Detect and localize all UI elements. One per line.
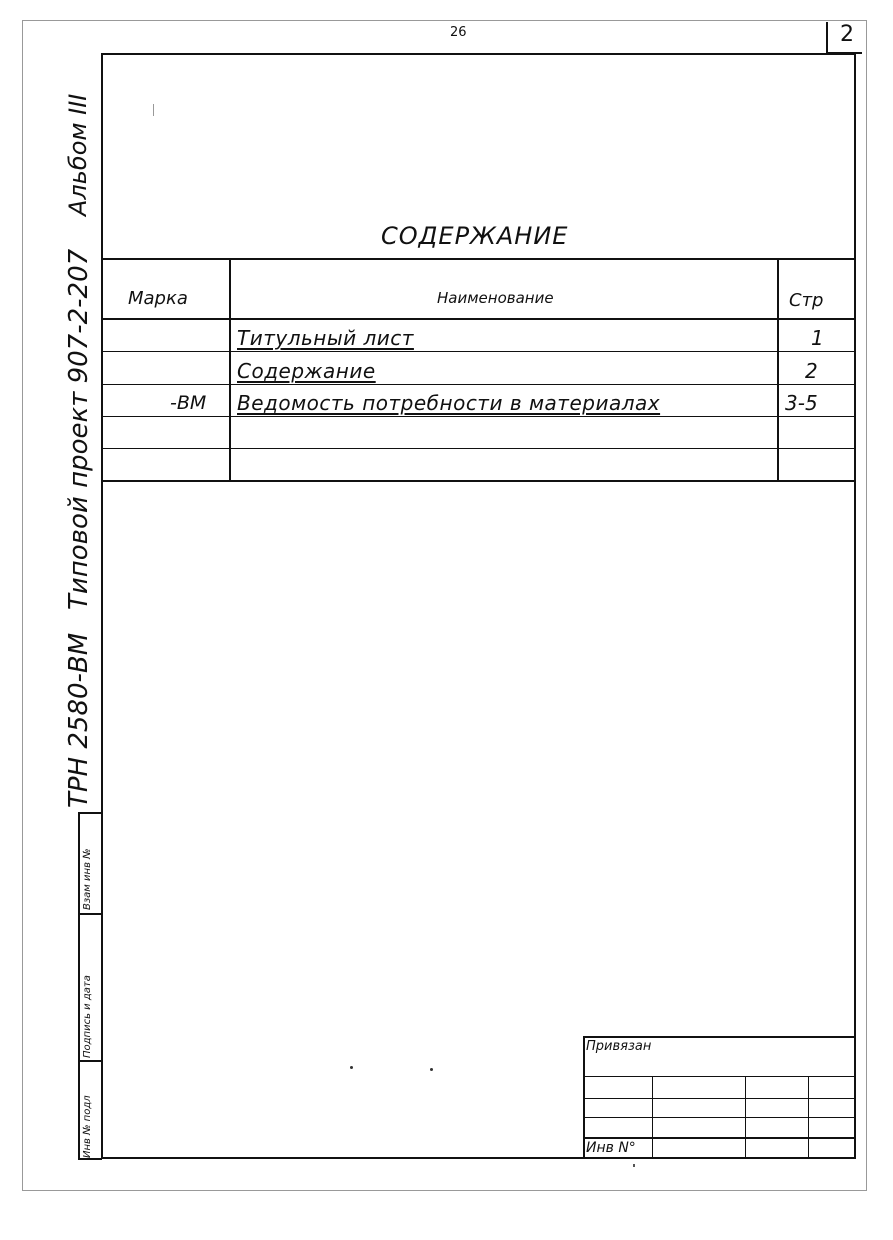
header-name: Наименование [437, 289, 554, 307]
speck [633, 1164, 635, 1167]
row-line-2 [102, 384, 855, 385]
row-2-name: Содержание [237, 359, 376, 383]
table-bottom-line [102, 480, 855, 482]
row-line-3 [102, 416, 855, 417]
sheet-number: 2 [840, 22, 854, 47]
col-line-1 [229, 259, 231, 481]
stamp-block-col-2 [745, 1076, 746, 1158]
row-1-name: Титульный лист [237, 326, 414, 350]
speck [430, 1068, 433, 1071]
row-3-name: Ведомость потребности в материалах [237, 391, 661, 415]
table-top-line [102, 258, 855, 260]
stamp-div-2 [78, 1060, 102, 1062]
outer-border-top [22, 20, 866, 21]
stamp-block-col-3 [808, 1076, 809, 1158]
stamp-div-1 [78, 913, 102, 915]
speck [350, 1066, 353, 1069]
row-3-page: 3-5 [785, 391, 818, 415]
header-bottom-line [102, 318, 855, 320]
row-2-page: 2 [805, 359, 818, 383]
header-marka: Марка [128, 288, 188, 309]
outer-border-bottom [22, 1190, 867, 1191]
side-album: Альбом III [64, 93, 92, 216]
stamp-div-bottom [78, 1158, 102, 1160]
outer-border-left [22, 20, 23, 1190]
side-project: Типовой проект 907-2-207 [64, 248, 94, 610]
outer-border-right [866, 20, 867, 1190]
row-line-1 [102, 351, 855, 352]
stamp-block-line-4 [583, 1137, 855, 1139]
stamp-block-line-3 [583, 1117, 855, 1118]
page-title: СОДЕРЖАНИЕ [381, 222, 569, 250]
row-3-marka: -ВМ [170, 392, 207, 414]
row-1-page: 1 [811, 326, 824, 350]
main-frame [101, 53, 856, 1159]
stamp-block-top [583, 1036, 855, 1038]
stamp-left-border [78, 812, 80, 1160]
row-line-4 [102, 448, 855, 449]
stamp-privyazan: Привязан [586, 1039, 652, 1054]
stamp-block-left [583, 1036, 585, 1158]
podpis-label: Подпись и дата [82, 975, 93, 1058]
stamp-div-top [78, 812, 102, 814]
page-number: 26 [450, 25, 467, 40]
stamp-block-line-2 [583, 1098, 855, 1099]
stamp-block-col-1 [652, 1076, 653, 1158]
vzam-inv-label: Взам инв № [82, 848, 93, 910]
speck [153, 104, 154, 116]
col-line-2 [777, 259, 779, 481]
inv-podl-label: Инв № подл [82, 1095, 93, 1158]
stamp-block-line-1 [583, 1076, 855, 1077]
side-code: ТРН 2580-ВМ [64, 632, 94, 808]
stamp-inv-no: Инв N° [586, 1140, 636, 1156]
header-page: Стр [789, 290, 824, 311]
